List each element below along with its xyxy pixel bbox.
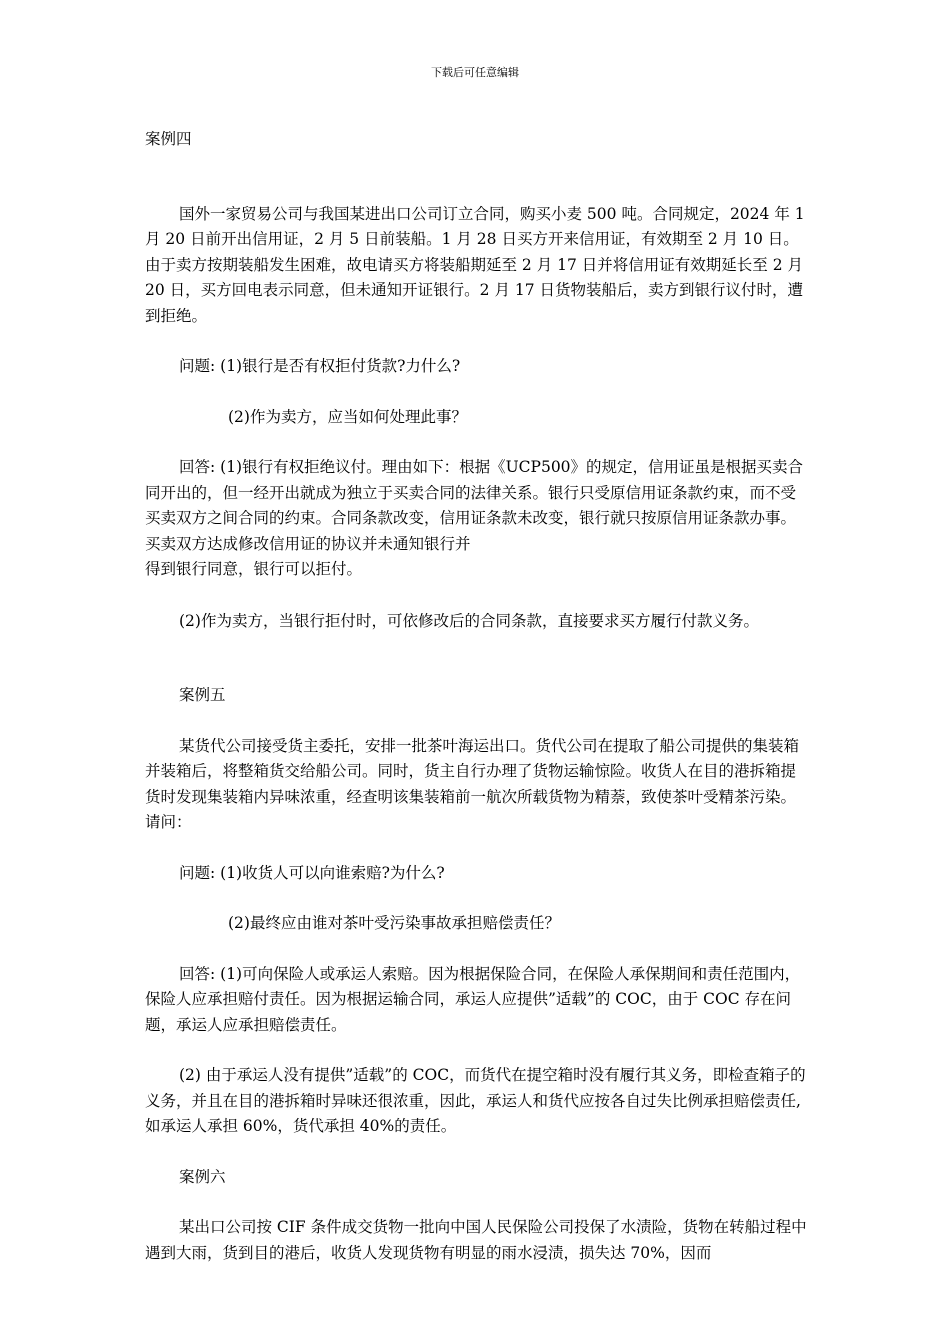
case4-question-1: 问题: (1)银行是否有权拒付货款?力什么? [179,357,461,375]
document-body [145,127,810,1266]
case5-title: 案例五 [179,686,226,704]
case5-question-2: (2)最终应由谁对茶叶受污染事故承担赔偿责任？ [228,914,560,932]
page-header-note: 下载后可任意编辑 [431,66,519,79]
case6-body: 某出口公司按 CIF 条件成交货物一批向中国人民保险公司投保了水渍险，货物在转船过程中遇到大雨，货到目的港后，收货人发现货物有明显的雨水浸渍，损失达 70%，因而 [145,1218,807,1262]
case4-answer-1: 回答: (1)银行有权拒绝议付。理由如下：根据《UCP500》的规定，信用证虽是根据买卖合同开出的，但一经开出就成为独立于买卖合同的法律关系。银行只受原信用证条款约束，而不受买卖双方之间合同的约束。合同条款改变，信用证条款未改变，银行就只按原信用证条款办事。买卖双方达成修改信用证的协议并未通知银行并 [145,458,804,553]
case4-body: 国外一家贸易公司与我国某进出口公司订立合同，购买小麦 500 吨。合同规定，2024 年 1 月 20 日前开出信用证，2 月 5 日前装船。1 月 28 日买方开来信用证，有效期至 2 月 10 日。由于卖方按期装船发生困难，故电请买方将装船期延至 2 月 17 日并将信用证有效期延长至 2 月 20 日，买方回电表示同意，但未通知开证银行。2 月 17 日货物装船后，卖方到银行议付时，遭到拒绝。 [145,204,805,325]
case5-answer-1: 回答: (1)可向保险人或承运人索赔。因为根据保险合同，在保险人承保期间和责任范围内，保险人应承担赔付责任。因为根据运输合同，承运人应提供”适载”的 COC，由于 COC 存在问题，承运人应承担赔偿责任。 [145,964,801,1034]
case4-answer-1-continued: 得到银行同意，银行可以拒付。 [145,560,363,578]
case5-answer-2: (2) 由于承运人没有提供”适载”的 COC，而货代在提空箱时没有履行其义务，即检查箱子的义务，并且在目的港拆箱时异味还很浓重，因此，承运人和货代应按各自过失比例承担赔偿责任, 如承运人承担 60%，货代承担 40%的责任。 [145,1066,806,1135]
case4-question-2: (2)作为卖方，应当如何处理此事？ [228,407,467,426]
case5-question-1: 问题: (1)收货人可以向谁索赔?为什么? [179,863,445,882]
case4-title: 案例四 [145,130,192,148]
case5-body: 某货代公司接受货主委托，安排一批茶叶海运出口。货代公司在提取了船公司提供的集装箱并装箱后，将整箱货交给船公司。同时，货主自行办理了货物运输惊险。收货人在目的港拆箱提货时发现集装箱内异味浓重，经查明该集装箱前一航次所载货物为精萘，致使茶叶受精茶污染。请问： [145,736,800,831]
case4-answer-2: (2)作为卖方，当银行拒付时，可依修改后的合同条款，直接要求买方履行付款义务。 [179,611,759,630]
case6-title: 案例六 [179,1167,226,1186]
